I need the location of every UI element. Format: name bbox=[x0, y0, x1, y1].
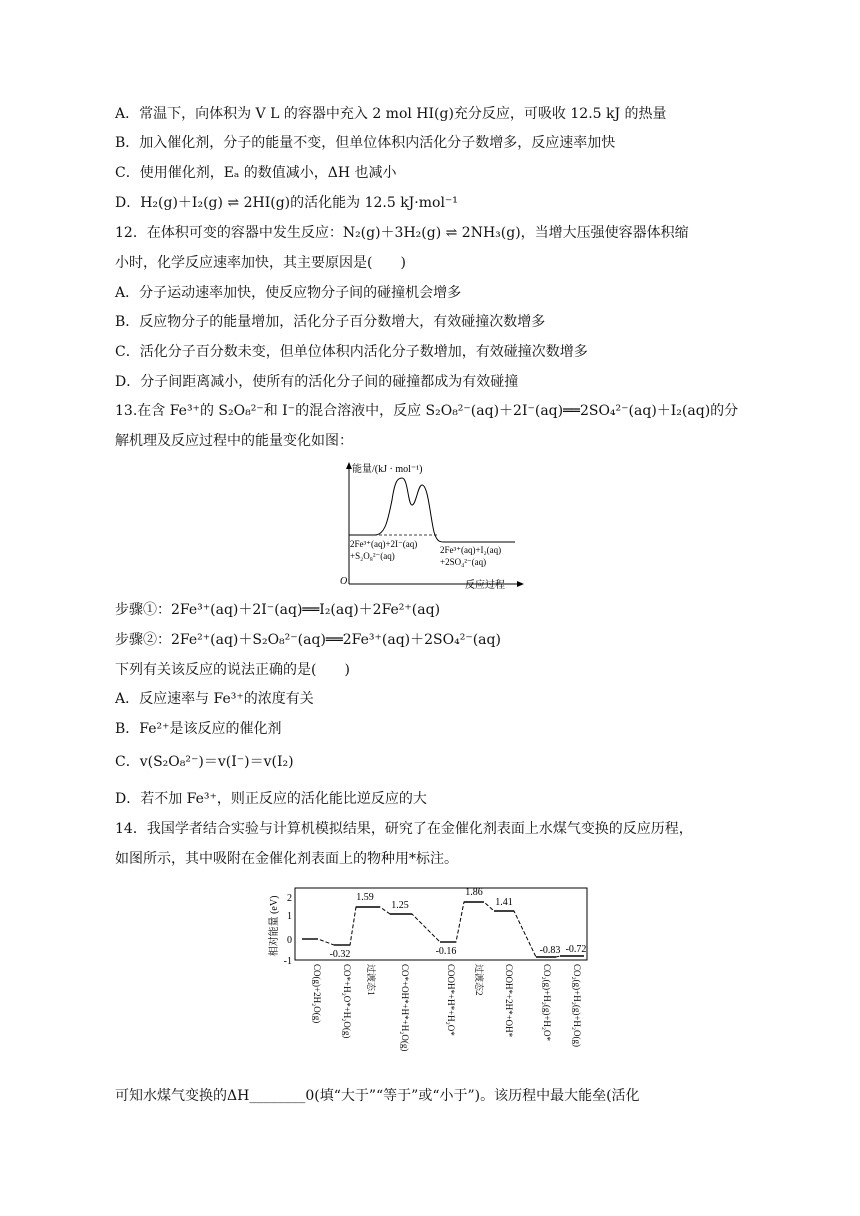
relative-energy-chart-14 bbox=[262, 882, 592, 1072]
question-12-line2: 小时，化学反应速率加快，其主要原因是( ) bbox=[115, 255, 406, 271]
fig2-category: CO*+OH*+H*+H₂O(g) bbox=[400, 964, 410, 1052]
fig2-value-label: -0.72 bbox=[565, 944, 587, 955]
fig2-category: 过渡态1 bbox=[366, 964, 376, 996]
fig2-value-label: -0.32 bbox=[329, 949, 351, 960]
fig1-origin: O bbox=[340, 576, 348, 587]
question-13-line2: 解机理及反应过程中的能量变化如图： bbox=[115, 433, 353, 449]
option-12d: D．分子间距离减小，使所有的活化分子间的碰撞都成为有效碰撞 bbox=[115, 374, 519, 390]
option-12b: B．反应物分子的能量增加，活化分子百分数增大，有效碰撞次数增多 bbox=[115, 314, 546, 330]
fig2-value-label: -0.16 bbox=[435, 946, 457, 957]
fig2-value-label: 1.41 bbox=[495, 897, 513, 908]
question-14-line1: 14．我国学者结合实验与计算机模拟结果，研究了在金催化剂表面上水煤气变换的反应历程， bbox=[115, 821, 693, 837]
fig1-ylabel: 能量/(kJ · mol⁻¹) bbox=[352, 464, 423, 475]
fig2-ylabel: 相对能量 (eV) bbox=[269, 895, 280, 957]
option-13a: A．反应速率与 Fe³⁺的浓度有关 bbox=[115, 691, 314, 707]
option-11b: B．加入催化剂，分子的能量不变，但单位体积内活化分子数增多，反应速率加快 bbox=[115, 135, 616, 151]
option-13c: C．v(S₂O₈²⁻)＝v(I⁻)＝v(I₂) bbox=[115, 754, 294, 770]
question-14-line2: 如图所示，其中吸附在金催化剂表面上的物种用*标注。 bbox=[115, 851, 458, 867]
question-14-blank-line: 可知水煤气变换的ΔH________0(填“大于”“等于”或“小于”)。该历程中最大能垒(活化 bbox=[115, 1088, 640, 1104]
fig1-right-label-2: +2SO₄²⁻(aq) bbox=[440, 557, 487, 567]
option-11c: C．使用催化剂，Eₐ 的数值减小，ΔH 也减小 bbox=[115, 165, 397, 181]
option-13d: D．若不加 Fe³⁺，则正反应的活化能比逆反应的大 bbox=[115, 791, 427, 807]
option-12a: A．分子运动速率加快，使反应物分子间的碰撞机会增多 bbox=[115, 285, 462, 301]
fig2-ytick: 1 bbox=[287, 911, 292, 922]
option-13b: B．Fe²⁺是该反应的催化剂 bbox=[115, 721, 282, 737]
fig2-category: COOH*+2H*+OH* bbox=[504, 964, 514, 1038]
fig2-value-label: 1.25 bbox=[391, 900, 409, 911]
fig2-category: CO(g)+2H₂O(g) bbox=[312, 964, 322, 1024]
fig2-category: 过渡态2 bbox=[474, 964, 484, 996]
option-12c: C．活化分子百分数未变，但单位体积内活化分子数增加，有效碰撞次数增多 bbox=[115, 344, 588, 360]
fig1-left-label-2: +S₂O₈²⁻(aq) bbox=[350, 551, 395, 561]
option-11d: D．H₂(g)＋I₂(g) ⇌ 2HI(g)的活化能为 12.5 kJ·mol⁻¹ bbox=[115, 195, 458, 211]
fig1-left-label-1: 2Fe³⁺(aq)+2I⁻(aq) bbox=[350, 539, 418, 549]
option-11a: A．常温下，向体积为 V L 的容器中充入 2 mol HI(g)充分反应，可吸收 12.5 kJ 的热量 bbox=[115, 106, 667, 122]
fig2-ytick: -1 bbox=[283, 956, 292, 967]
step-2: 步骤②：2Fe²⁺(aq)＋S₂O₈²⁻(aq)══2Fe³⁺(aq)＋2SO₄²⁻(aq) bbox=[115, 632, 501, 648]
fig1-xlabel: 反应过程 bbox=[465, 580, 505, 590]
fig2-category: CO₂(g)+H₂(g)+H₂O(g) bbox=[572, 964, 582, 1048]
fig2-category: CO₂(g)+H₂(g)+H₂O* bbox=[542, 964, 552, 1042]
question-12-line1: 12．在体积可变的容器中发生反应：N₂(g)＋3H₂(g) ⇌ 2NH₃(g)，当增大压强使容器体积缩 bbox=[115, 225, 689, 241]
fig2-category: COOH*+H*+H₂O* bbox=[446, 964, 456, 1036]
step-1: 步骤①：2Fe³⁺(aq)＋2I⁻(aq)══I₂(aq)＋2Fe²⁺(aq) bbox=[115, 602, 441, 618]
fig2-category: CO*+H₂O*+H₂O(g) bbox=[342, 964, 352, 1039]
fig2-ytick: 2 bbox=[287, 893, 292, 904]
fig2-ytick: 0 bbox=[287, 935, 292, 946]
question-13-prompt: 下列有关该反应的说法正确的是( ) bbox=[115, 662, 350, 678]
energy-diagram-13 bbox=[340, 460, 530, 590]
fig1-right-label-1: 2Fe³⁺(aq)+I₂(aq) bbox=[440, 545, 502, 555]
fig2-value-label: 1.59 bbox=[356, 892, 374, 903]
fig2-value-label: -0.83 bbox=[539, 945, 561, 956]
fig2-value-label: 1.86 bbox=[465, 887, 483, 898]
question-13-line1: 13.在含 Fe³⁺的 S₂O₈²⁻和 I⁻的混合溶液中，反应 S₂O₈²⁻(aq)＋2I⁻(aq)══2SO₄²⁻(aq)＋I₂(aq)的分 bbox=[115, 403, 739, 419]
